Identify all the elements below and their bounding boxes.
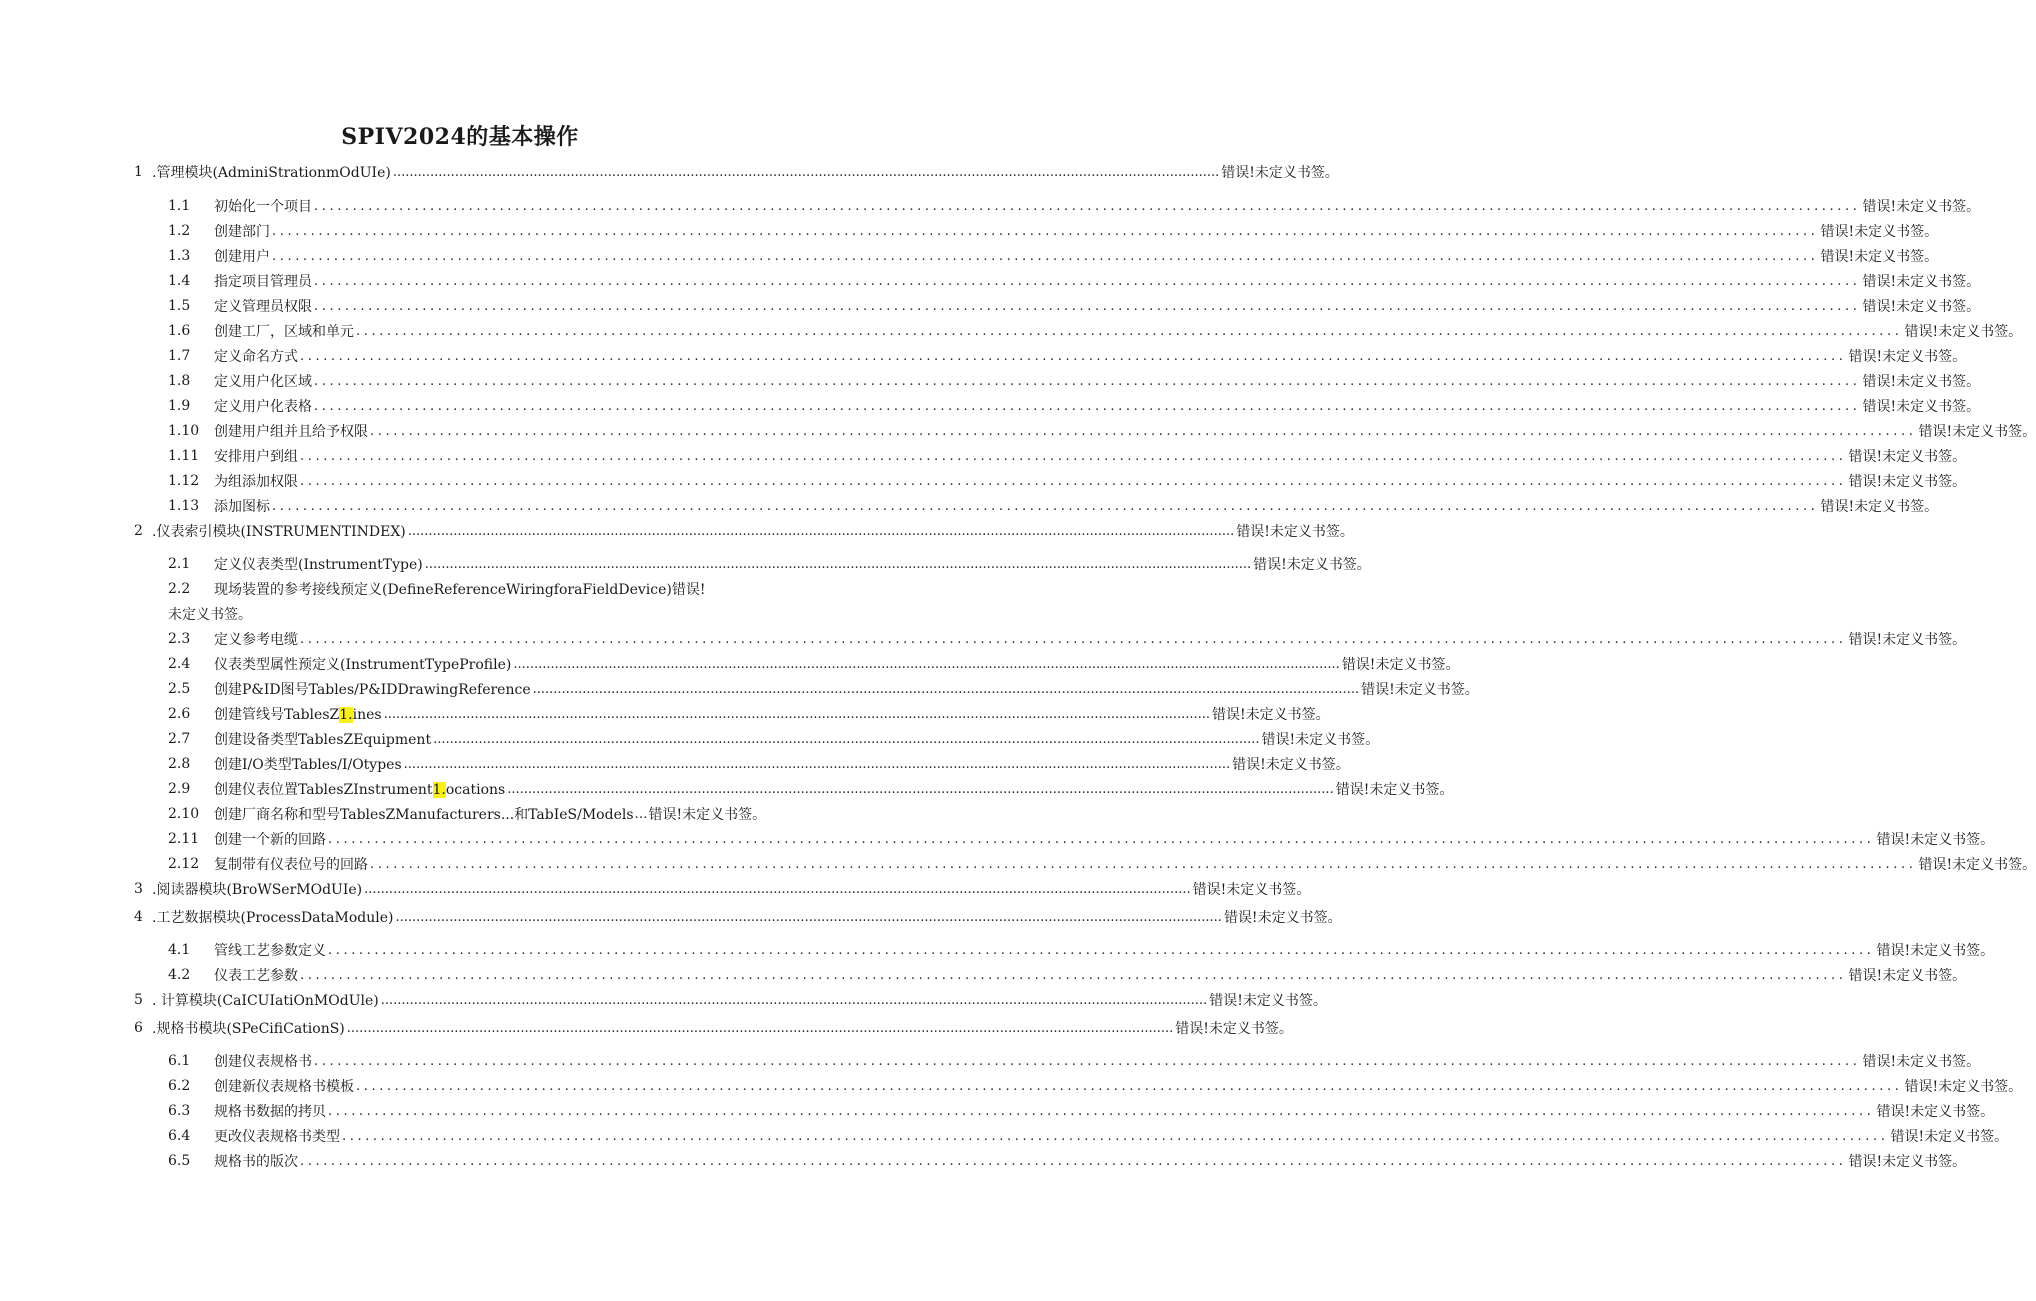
toc-page-reference: 错误!未定义书签。 [1209,993,1327,1009]
toc-entry-number: 2.1 [168,556,191,572]
dot-leader: ........................................................................................................................................................................................................ [346,1020,1174,1036]
dot-leader: ........................................................................................................................................................................................................ [272,498,1819,514]
toc-entry-number: 2.2 [168,581,191,597]
toc-entry-title: 为组添加权限 [214,474,298,490]
toc-entry-title: .仪表索引模块(INSTRUMENTINDEX) [152,524,406,540]
toc-entry-number: 2.8 [168,756,191,772]
toc-entry-number: 1.4 [168,273,191,289]
toc-page-reference: 错误!未定义书签。 [1820,249,1939,265]
dot-leader: ........................................................................................................................................................................................................ [328,1103,1875,1119]
dot-leader: ........................................................................................................................................................................................................ [300,1153,1847,1169]
dot-leader: ........................................................................................................................................................................................................ [300,967,1847,983]
toc-entry-title: 创建P&ID图号Tables/P&IDDrawingReference [214,682,531,698]
toc-entry-title: 创建仪表规格书 [214,1054,312,1070]
toc-entry-title: .阅读器模块(BroWSerMOdUIe) [152,882,363,898]
dot-leader: ........................................................................................................................................................................................................ [314,398,1861,414]
toc-entry-number: 6.4 [168,1128,191,1144]
toc-page-reference-continued: 未定义书签。 [168,607,252,623]
toc-page-reference: 错误!未定义书签。 [1223,910,1342,926]
toc-subsection-entry[interactable] [168,271,1981,291]
toc-entry-number: 5 [134,992,143,1008]
dot-leader: ........................................................................................................................................................................................................ [314,273,1861,289]
toc-entry-title: .规格书模块(SPeCifiCationS) [152,1021,345,1037]
toc-page-reference: 错误!未定义书签。 [1862,399,1981,415]
toc-entry-title-part: ocations [445,782,506,798]
toc-entry-number: 1.2 [168,223,191,239]
dot-leader: ........................................................................................................................................................................................................ [370,423,1917,439]
toc-entry-title: 指定项目管理员 [214,274,312,290]
toc-entry-title: 安排用户到组 [214,449,298,465]
toc-entry-number: 1.13 [168,498,200,514]
toc-entry-title: 创建I/O类型Tables/I/Otypes [214,757,402,773]
toc-page-reference: 错误!未定义书签。 [1848,1154,1967,1170]
toc-entry-number: 6.2 [168,1078,191,1094]
toc-entry-number: 6.5 [168,1153,191,1169]
dot-leader: ........................................................................................................................................................................................................ [364,881,1191,897]
toc-entry-number: 1.12 [168,473,200,489]
dot-leader: ........................................................................................................................................................................................................ [513,656,1340,672]
toc-entry-number: 2.12 [168,856,200,872]
toc-entry-title: 规格书的版次 [214,1154,298,1170]
toc-subsection-entry[interactable] [168,246,1939,266]
toc-page-reference: 错误!未定义书签。 [1848,632,1967,648]
toc-entry-title: 创建一个新的回路 [214,832,326,848]
toc-subsection-entry[interactable] [168,579,758,599]
toc-entry-number: 2.10 [168,806,200,822]
toc-subsection-entry[interactable] [168,371,1981,391]
toc-entry-title: 复制带有仪表位号的回路 [214,857,368,873]
toc-subsection-entry[interactable] [168,1151,1967,1171]
toc-subsection-entry[interactable] [168,1076,2023,1096]
dot-leader: ........................................................................................................................................................................................................ [314,298,1861,314]
toc-page-reference: 错误!未定义书签。 [1820,224,1939,240]
toc-entry-title: 现场装置的参考接线预定义(DefineReferenceWiringforaFieldDevice) [214,582,672,598]
toc-entry-title [214,779,505,799]
toc-entry-title: 创建用户组并且给予权限 [214,424,368,440]
toc-page-reference: 错误!未定义书签。 [1904,324,2023,340]
toc-subsection-entry[interactable] [168,629,1967,649]
toc-page-reference: 错误!未定义书签。 [1848,474,1967,490]
toc-page-reference: 错误!未定义书签。 [1335,782,1454,798]
dot-leader: ........................................................................................................................................................................................................ [407,523,1235,539]
toc-entry-title-part: ines [352,707,382,723]
toc-subsection-entry[interactable] [168,779,1454,799]
toc-entry-title: . 计算模块(CaICUIatiOnMOdUle) [152,993,379,1009]
toc-page-reference: 错误!未定义书签。 [1862,374,1981,390]
toc-entry-title: 定义参考电缆 [214,632,298,648]
toc-entry-number: 2.4 [168,656,191,672]
toc-entry-number: 2.5 [168,681,191,697]
toc-page-reference: 错误!未定义书签。 [1820,499,1939,515]
toc-subsection-entry[interactable] [168,221,1939,241]
toc-subsection-entry[interactable] [168,940,1995,960]
dot-leader: ........................................................................................................................................................................................................ [380,992,1208,1008]
toc-entry-title: .工艺数据模块(ProcessDataModule) [152,910,394,926]
toc-section-entry[interactable] [134,521,1354,541]
dot-leader: ........................................................................................................................................................................................................ [300,348,1847,364]
toc-entry-title-part: 创建管线号TablesZ [214,707,340,723]
toc-section-entry[interactable] [134,879,1311,899]
toc-entry-number: 1.5 [168,298,191,314]
toc-entry-title: 仪表工艺参数 [214,968,298,984]
toc-page-reference: 错误!未定义书签。 [1221,165,1339,181]
toc-page-reference: 错误!未定义书签。 [1253,557,1371,573]
dot-leader: ........................................................................................................................................................................................................ [314,198,1861,214]
toc-page-reference: 错误!未定义书签。 [1862,1054,1981,1070]
dot-leader: ........................................................................................................................................................................................................ [370,856,1917,872]
toc-subsection-entry[interactable] [168,346,1967,366]
toc-entry-number: 1 [134,164,143,180]
toc-entry-number: 1.3 [168,248,191,264]
toc-page-reference: 错误!未定义书签。 [1341,657,1460,673]
toc-entry-title: 定义用户化区域 [214,374,312,390]
toc-entry-title: 初始化一个项目 [214,199,312,215]
dot-leader: ........................................................................................................................................................................................................ [328,831,1875,847]
toc-subsection-entry[interactable] [168,496,1939,516]
dot-leader: ........................................................................................................................................................................................................ [424,556,1252,572]
toc-subsection-entry[interactable] [168,421,2036,441]
toc-page-reference: 错误!未定义书签。 [1876,1104,1995,1120]
toc-entry-number: 2 [134,523,143,539]
dot-leader: ........................................................................................................................................................................................................ [314,1053,1861,1069]
toc-entry-title: 更改仪表规格书类型 [214,1129,340,1145]
toc-subsection-entry[interactable] [168,854,2036,874]
dot-leader: ........................................................................................................................................................................................................ [328,942,1875,958]
toc-page-reference: 错误!未定义书签。 [1212,707,1330,723]
toc-entry-number: 1.11 [168,448,200,464]
toc-subsection-entry[interactable] [168,1101,1995,1121]
toc-page-reference: 错误!未定义书签。 [1848,968,1967,984]
toc-page-reference: 错误!未定义书签。 [1361,682,1479,698]
toc-entry-title: 规格书数据的拷贝 [214,1104,326,1120]
toc-entry-title [214,704,382,724]
toc-subsection-entry[interactable] [168,654,1460,674]
toc-section-entry[interactable] [134,162,1339,182]
toc-entry-title: 创建用户 [214,249,270,265]
toc-subsection-entry[interactable] [168,446,1967,466]
dot-leader: ........................................................................................................................................................................................................ [507,781,1334,797]
toc-entry-number: 2.11 [168,831,200,847]
dot-leader: ........................................................................................................................................................................................................ [383,706,1211,722]
toc-page-reference: 错误!未定义书签。 [1175,1021,1293,1037]
toc-subsection-entry[interactable] [168,829,1995,849]
toc-subsection-entry[interactable] [168,1126,2009,1146]
toc-subsection-entry[interactable] [168,704,1330,724]
toc-subsection-entry[interactable] [168,296,1981,316]
toc-entry-title-part: 创建仪表位置TablesZInstrument [214,782,433,798]
toc-entry-number: 4.2 [168,967,191,983]
toc-entry-number: 1.8 [168,373,191,389]
dot-leader: ........................................................................................................................................................................................................ [272,223,1819,239]
dot-leader: ........................................................................................................................................................................................................ [433,731,1260,747]
toc-entry-number: 2.6 [168,706,191,722]
toc-entry-title: 定义用户化表格 [214,399,312,415]
dot-leader: ........................................................................................................................................................................................................ [342,1128,1889,1144]
toc-page-reference: 错误!未定义书签。 [1918,857,2036,873]
toc-entry-number: 1.9 [168,398,191,414]
toc-subsection-entry[interactable] [168,396,1981,416]
toc-entry-title: 创建工厂，区域和单元 [214,324,354,340]
toc-page-reference: 错误!未定义书签。 [1848,449,1967,465]
toc-page-reference: 错误!未定义书签。 [1236,524,1354,540]
toc-entry-number: 1.7 [168,348,191,364]
toc-subsection-entry[interactable] [168,679,1479,699]
toc-page-reference: 错误!未定义书签。 [1192,882,1311,898]
highlighted-text: 1. [339,707,353,723]
dot-leader: ........................................................................................................................................................................................................ [300,631,1847,647]
toc-entry-title: .管理模块(AdminiStrationmOdUIe) [152,165,391,181]
toc-page-reference: 错误!未定义书签。 [1261,732,1380,748]
dot-leader: ........................................................................................................................................................................................................ [300,473,1847,489]
toc-subsection-entry[interactable] [168,754,1350,774]
toc-subsection-entry[interactable] [168,196,1981,216]
toc-section-entry[interactable] [134,907,1342,927]
toc-page-reference: 错误!未定义书签。 [1232,757,1350,773]
toc-entry-title: 添加图标 [214,499,270,515]
toc-page-reference: 错误!未定义书签。 [648,807,767,823]
toc-entry-title: 定义命名方式 [214,349,298,365]
toc-entry-number: 1.10 [168,423,200,439]
dot-leader: ........................................................................................................................................................................................................ [356,323,1903,339]
toc-entry-title: 创建厂商名称和型号TablesZManufacturers...和TabIeS/Models [214,807,634,823]
toc-page-reference: 错误!未定义书签。 [1918,424,2036,440]
toc-page-reference: 错误!未定义书签。 [1848,349,1967,365]
toc-subsection-entry[interactable] [168,729,1380,749]
toc-entry-title: 创建设备类型TablesZEquipment [214,732,432,748]
toc-entry-number: 1.1 [168,198,191,214]
toc-subsection-entry[interactable] [168,1051,1981,1071]
toc-entry-number: 3 [134,881,143,897]
toc-entry-title: 仪表类型属性预定义(InstrumentTypeProfile) [214,657,512,673]
toc-page-reference: 错误!未定义书签。 [1862,199,1981,215]
toc-entry-number: 2.9 [168,781,191,797]
toc-subsection-entry[interactable] [168,965,1967,985]
toc-subsection-entry[interactable] [168,321,2023,341]
dot-leader: ........................................................................................................................................................................................................ [403,756,1231,772]
toc-subsection-entry[interactable] [168,804,767,824]
toc-section-entry[interactable] [134,990,1327,1010]
document-title: SPIV2024的基本操作 [341,124,579,150]
toc-page-reference: 错误!未定义书签。 [1904,1079,2023,1095]
dot-leader: ........................................................................................................................................................................................................ [395,909,1222,925]
toc-entry-number: 6 [134,1020,143,1036]
toc-entry-number: 1.6 [168,323,191,339]
toc-entry-title: 定义仪表类型(InstrumentType) [214,557,423,573]
toc-entry-number: 2.3 [168,631,191,647]
toc-entry-number: 6.1 [168,1053,191,1069]
toc-subsection-entry[interactable] [168,471,1967,491]
dot-leader: ........................................................................................................................................................................................................ [356,1078,1903,1094]
toc-page-reference: 错误!未定义书签。 [1876,943,1995,959]
dot-leader: ........................................................................................................................................................................................................ [272,248,1819,264]
toc-entry-title: 定义管理员权限 [214,299,312,315]
dot-leader: ........................................................................................................................................................................................................ [300,448,1847,464]
dot-leader: ........................................................................................................................................................................................................ [392,164,1220,180]
dot-leader: ........................................................................................................................................................................................................ [314,373,1861,389]
toc-entry-number: 2.7 [168,731,191,747]
toc-page-reference: 错误!未定义书签。 [1890,1129,2009,1145]
toc-entry-title: 创建部门 [214,224,270,240]
toc-page-reference: 错误!未定义书签。 [1862,274,1981,290]
toc-entry-number: 6.3 [168,1103,191,1119]
toc-page-reference: 错误!未定义书签。 [1862,299,1981,315]
toc-section-entry[interactable] [134,1018,1293,1038]
toc-entry-title: 创建新仪表规格书模板 [214,1079,354,1095]
dot-leader: ........................................................................................................................................................................................................ [532,681,1360,697]
toc-page-reference: 错误! [671,582,706,598]
toc-subsection-entry[interactable] [168,554,1371,574]
toc-entry-number: 4.1 [168,942,191,958]
toc-page-reference: 错误!未定义书签。 [1876,832,1995,848]
toc-entry-title: 管线工艺参数定义 [214,943,326,959]
dot-leader: … [634,806,648,822]
highlighted-text: 1. [432,782,446,798]
toc-entry-number: 4 [134,909,143,925]
